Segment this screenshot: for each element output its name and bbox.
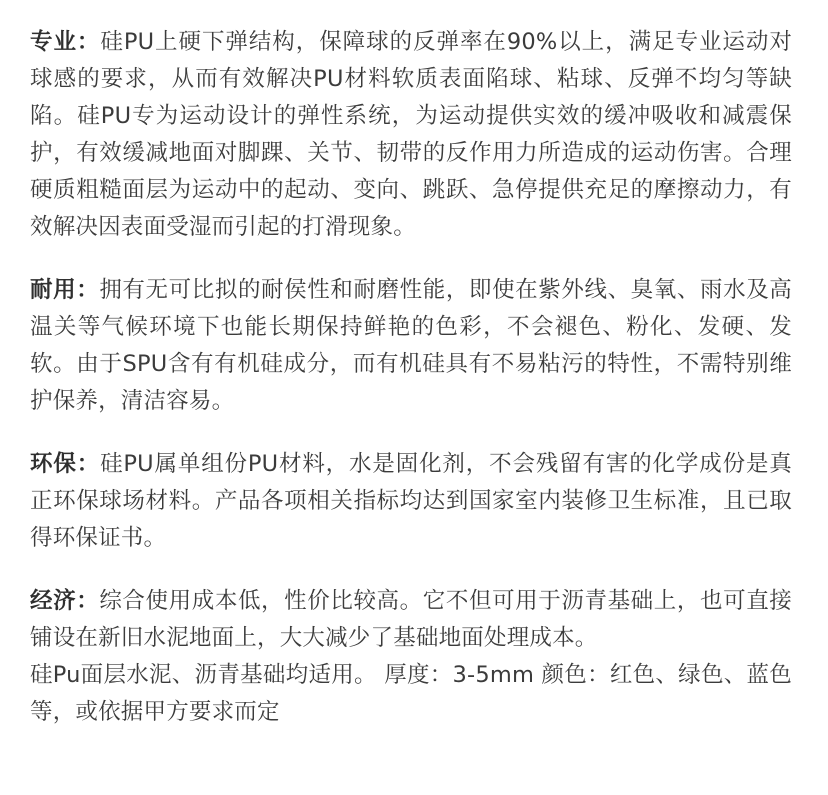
section-economical: [30, 583, 792, 731]
paragraph-specifications: 硅Pu面层水泥、沥青基础均适用。 厚度：3-5mm 颜色：红色、绿色、蓝色等，或依据甲方要求而定: [30, 662, 792, 725]
section-body-economical: 综合使用成本低，性价比较高。它不但可用于沥青基础上，也可直接铺设在新旧水泥地面上，大大减少了基础地面处理成本。: [30, 588, 792, 651]
paragraph-environmental: [30, 446, 792, 557]
section-lead-durable: 耐用: [30, 277, 77, 303]
section-separator-durable: ：: [76, 277, 100, 303]
section-separator-environmental: ：: [76, 451, 101, 477]
section-separator-professional: ：: [76, 29, 101, 55]
paragraph-economical: [30, 583, 792, 657]
section-lead-professional: 专业: [30, 29, 77, 55]
section-environmental: [30, 446, 792, 557]
section-durable: [30, 272, 792, 420]
section-body-durable: 拥有无可比拟的耐侯性和耐磨性能，即使在紫外线、臭氧、雨水及高温关等气候环境下也能长期保持鲜艳的色彩，不会褪色、粉化、发硬、发软。由于SPU含有有机硅成分，而有机硅具有不易粘污的特性，不需特别维护保养，清洁容易。: [30, 277, 792, 414]
paragraph-professional: [30, 24, 792, 246]
paragraph-durable: [30, 272, 792, 420]
section-body-environmental: 硅PU属单组份PU材料，水是固化剂，不会残留有害的化学成份是真正环保球场材料。产品各项相关指标均达到国家室内装修卫生标准，且已取得环保证书。: [30, 451, 793, 551]
section-lead-environmental: 环保: [30, 451, 77, 477]
section-professional: [30, 24, 792, 246]
section-lead-economical: 经济: [30, 588, 77, 614]
section-body-professional: 硅PU上硬下弹结构，保障球的反弹率在90%以上，满足专业运动对球感的要求，从而有效解决PU材料软质表面陷球、粘球、反弹不均匀等缺陷。硅PU专为运动设计的弹性系统，为运动提供实效的缓冲吸收和减震保护，有效缓减地面对脚踝、关节、韧带的反作用力所造成的运动伤害。合理硬质粗糙面层为运动中的起动、变向、跳跃、急停提供充足的摩擦动力，有效解决因表面受湿而引起的打滑现象。: [30, 29, 793, 240]
section-separator-economical: ：: [76, 588, 100, 614]
